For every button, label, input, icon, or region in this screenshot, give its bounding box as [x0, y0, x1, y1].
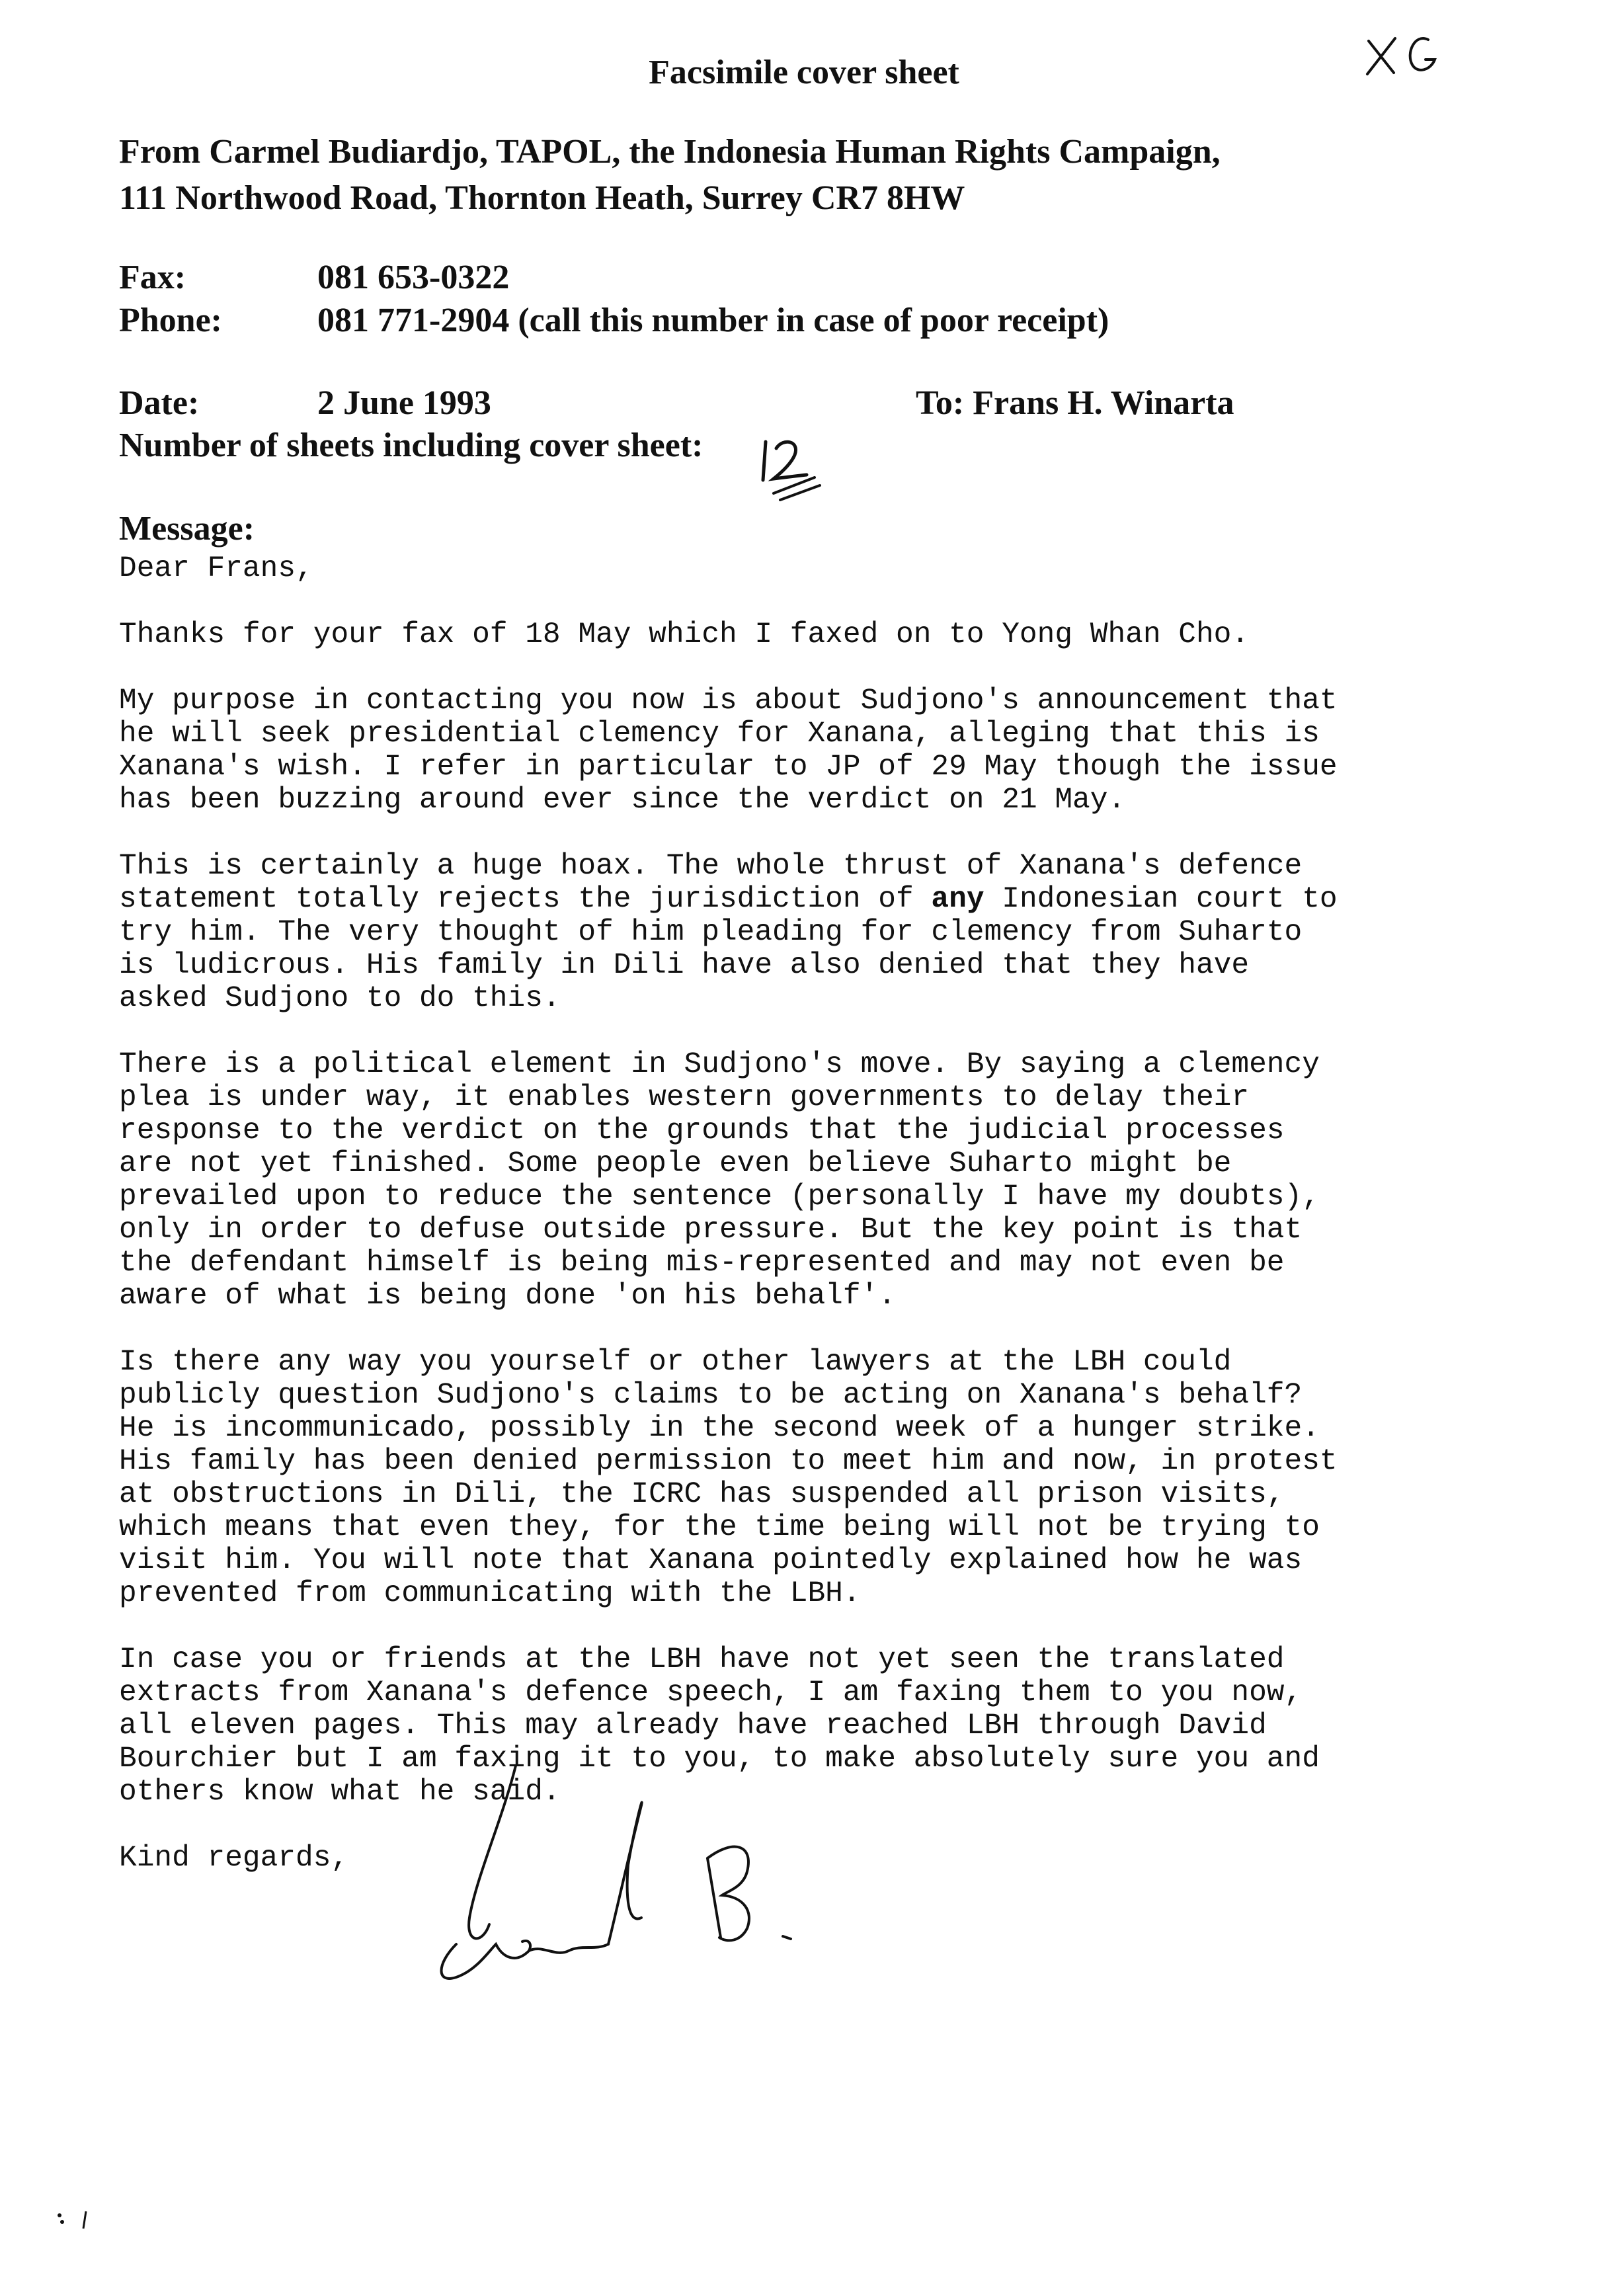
- paragraph-1: Thanks for your fax of 18 May which I faxed on to Yong Whan Cho.: [119, 618, 1250, 651]
- sender-line-1: From Carmel Budiardjo, TAPOL, the Indonesia Human Rights Campaign,: [119, 133, 1221, 171]
- fax-edge-marks: [53, 2202, 106, 2238]
- paragraph-4: There is a political element in Sudjono's move. By saying a clemency plea is under way, it enables western governments to delay their response to the verdict on the grounds that the judicial processes are not yet finished. Some people even believe Suharto might be prevailed upon to reduce the sentence (personally I have my doubts), only in order to defuse outside pressure. But the key point is that the defendant himself is being mis-represented and may not even be aware of what is being done 'on his behalf'.: [119, 1048, 1320, 1313]
- handwritten-sheet-count: [754, 436, 833, 512]
- closing: Kind regards,: [119, 1842, 349, 1875]
- handwritten-signature: [417, 1746, 879, 2000]
- phone-label: Phone:: [119, 302, 222, 339]
- date-value: 2 June 1993: [317, 384, 491, 422]
- sheet-count-label: Number of sheets including cover sheet:: [119, 427, 704, 464]
- salutation: Dear Frans,: [119, 552, 313, 585]
- paragraph-6: In case you or friends at the LBH have not yet seen the translated extracts from Xanana's defence speech, I am faxing them to you now, all eleven pages. This may already have reached LBH through David Bourchier but I am faxing it to you, to make absolutely sure you and others know what he said.: [119, 1643, 1320, 1809]
- paragraph-2: My purpose in contacting you now is about Sudjono's announcement that he will seek presidential clemency for Xanana, alleging that this is Xanana's wish. I refer in particular to JP of 29 May though the issue has been buzzing around ever since the verdict on 21 May.: [119, 684, 1338, 817]
- date-label: Date:: [119, 384, 200, 422]
- message-label: Message:: [119, 510, 255, 548]
- recipient: To: Frans H. Winarta: [916, 384, 1234, 422]
- sender-address: 111 Northwood Road, Thornton Heath, Surrey CR7 8HW: [119, 179, 965, 217]
- phone-number: 081 771-2904 (call this number in case of poor receipt): [317, 302, 1109, 339]
- paragraph-3-part-2: Indonesian court to try him. The very thought of him pleading for clemency from Suharto is ludicrous. His family in Dili have also denied that they have asked Sudjono to do this.: [119, 883, 1338, 1015]
- fax-label: Fax:: [119, 259, 186, 296]
- fax-number: 081 653-0322: [317, 259, 510, 296]
- paragraph-3: [119, 850, 1521, 1015]
- corner-annotation: [1362, 26, 1455, 83]
- emphasis-any: any: [931, 883, 985, 916]
- paragraph-3-part-1: This is certainly a huge hoax. The whole thrust of Xanana's defence statement totally rejects the jurisdiction of: [119, 850, 1303, 916]
- paragraph-5: Is there any way you yourself or other lawyers at the LBH could publicly question Sudjono's claims to be acting on Xanana's behalf? He is incommunicado, possibly in the second week of a hunger strike. His family has been denied permission to meet him and now, in protest at obstructions in Dili, the ICRC has suspended all prison visits, which means that even they, for the time being will not be trying to visit him. You will note that Xanana pointedly explained how he was prevented from communicating with the LBH.: [119, 1346, 1338, 1610]
- document-title: Facsimile cover sheet: [649, 54, 959, 91]
